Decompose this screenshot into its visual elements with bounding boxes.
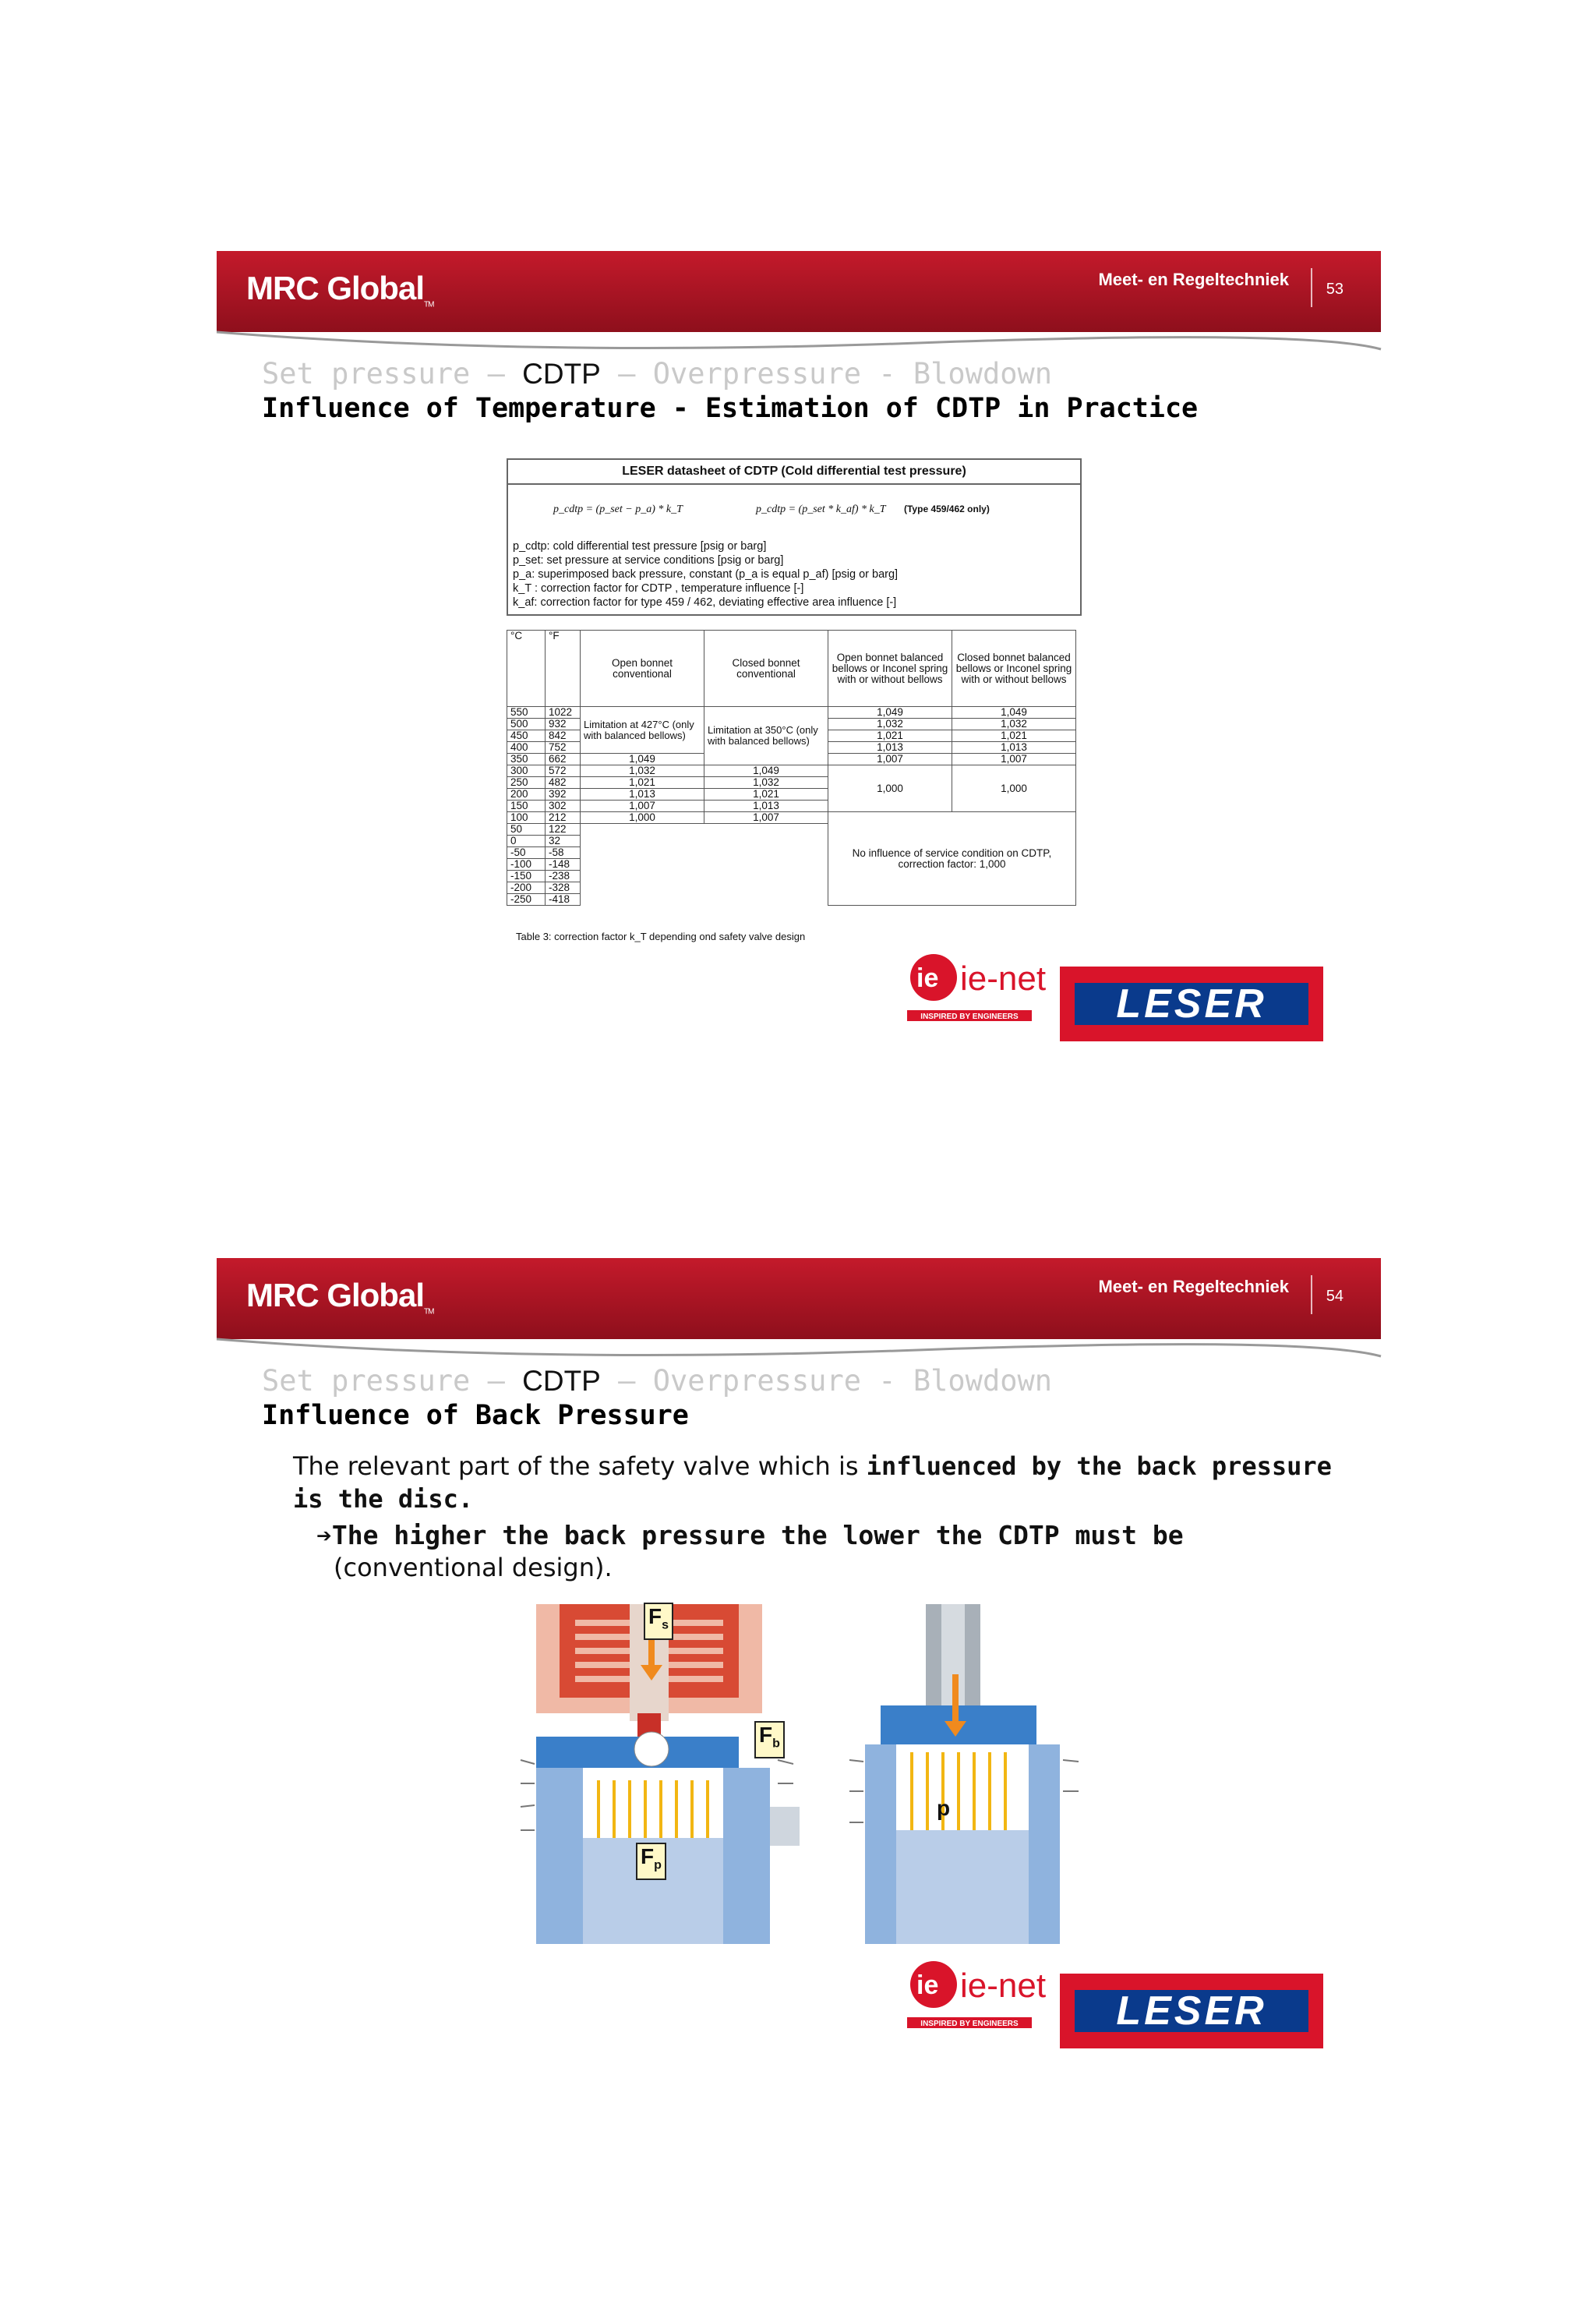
- cell-value: 1,049: [828, 707, 952, 719]
- cell-value: 1,021: [581, 777, 704, 789]
- formula-standard: p_cdtp = (p_set − p_a) * k_T: [553, 504, 683, 515]
- cell-f: -238: [546, 871, 581, 882]
- slide-54: [217, 1258, 1381, 2061]
- department-label: Meet- en Regeltechniek: [1098, 1277, 1289, 1296]
- datasheet-title: LESER datasheet of CDTP (Cold differential test pressure): [508, 460, 1080, 485]
- cell-value: 1,013: [581, 789, 704, 801]
- breadcrumb-overpressure: Overpressure: [652, 1364, 862, 1398]
- breadcrumb: [262, 1364, 1052, 1398]
- cell-f: 752: [546, 742, 581, 754]
- body-text-bold: influenced by the back pressure is the disc.: [293, 1451, 1332, 1514]
- definition-item: p_a: superimposed back pressure, constant (p_a is equal p_af) [psig or barg]: [513, 568, 899, 581]
- cdtp-datasheet: [507, 458, 1082, 616]
- svg-text:ie-net: ie-net: [960, 1967, 1047, 2005]
- force-pressure-label: $F_p$: [636, 1843, 666, 1880]
- breadcrumb-sep: –: [470, 357, 523, 391]
- cell-value: 1,013: [828, 742, 952, 754]
- cell-c: -150: [507, 871, 546, 882]
- cell-f: 932: [546, 719, 581, 730]
- cell-value: 1,000: [828, 765, 952, 812]
- definition-item: k_T : correction factor for CDTP , temperature influence [-]: [513, 582, 804, 595]
- body-text-plain: The relevant part of the safety valve which is: [293, 1451, 867, 1481]
- header-divider: [1311, 268, 1312, 307]
- valve-illustration: [521, 1604, 800, 1944]
- cell-value: 1,032: [704, 777, 828, 789]
- cell-value: 1,049: [581, 754, 704, 765]
- leser-logo-text: LESER: [1116, 1988, 1267, 2034]
- col-open-conventional: Open bonnet conventional: [581, 631, 704, 707]
- cell-f: 482: [546, 777, 581, 789]
- leser-logo: [1060, 967, 1323, 1041]
- slide-header: [217, 1258, 1381, 1339]
- cell-f: 392: [546, 789, 581, 801]
- page-number: 54: [1326, 1288, 1344, 1305]
- ienet-logo-icon: [904, 951, 1047, 1029]
- cell-f: 122: [546, 824, 581, 836]
- cell-c: 0: [507, 836, 546, 847]
- cell-open-conv-limit: Limitation at 427°C (only with balanced bellows): [581, 707, 704, 754]
- svg-text:ie: ie: [916, 963, 939, 993]
- cell-c: -50: [507, 847, 546, 859]
- ienet-logo-icon: [904, 1958, 1047, 2036]
- header-swoosh: [217, 326, 1381, 357]
- cell-c: 50: [507, 824, 546, 836]
- cell-value: 1,007: [581, 801, 704, 812]
- cell-value: 1,032: [828, 719, 952, 730]
- header-divider: [1311, 1275, 1312, 1314]
- breadcrumb-sep: –: [600, 357, 653, 391]
- cell-f: 32: [546, 836, 581, 847]
- breadcrumb-blowdown: Blowdown: [913, 1364, 1053, 1398]
- cell-c: 450: [507, 730, 546, 742]
- cell-f: -58: [546, 847, 581, 859]
- force-back-pressure-label: $F_b$: [754, 1721, 785, 1758]
- valve-test-illustration: [849, 1604, 1079, 1944]
- breadcrumb-overpressure: Overpressure: [652, 357, 862, 391]
- breadcrumb-sep: –: [600, 1364, 653, 1398]
- cell-f: 572: [546, 765, 581, 777]
- table-row: [507, 765, 1076, 777]
- page-number: 53: [1326, 281, 1344, 298]
- definition-item: k_af: correction factor for type 459 / 462, deviating effective area influence [-]: [513, 596, 897, 609]
- leser-logo: [1060, 1974, 1323, 2048]
- leser-logo-inner: [1075, 1990, 1308, 2032]
- cell-value: 1,000: [952, 765, 1076, 812]
- conclusion-line: ➔The higher the back pressure the lower the CDTP must be: [316, 1520, 1184, 1550]
- breadcrumb-sep: -: [861, 357, 913, 391]
- breadcrumb-set-pressure: Set pressure: [262, 357, 471, 391]
- slide-subtitle: Influence of Back Pressure: [262, 1400, 689, 1431]
- cell-c: 550: [507, 707, 546, 719]
- table-row: [507, 812, 1076, 824]
- mrc-global-logo: MRC Global$_{TM}$: [246, 270, 434, 309]
- cell-c: 400: [507, 742, 546, 754]
- breadcrumb-blowdown: Blowdown: [913, 357, 1053, 391]
- cell-c: 200: [507, 789, 546, 801]
- breadcrumb-cdtp: CDTP: [522, 358, 601, 390]
- ienet-logo: [904, 1958, 1047, 2036]
- body-paragraph: [293, 1450, 1337, 1515]
- cell-c: 300: [507, 765, 546, 777]
- valve-diagram-conventional: [521, 1604, 800, 1944]
- definition-item: p_set: set pressure at service conditions [psig or barg]: [513, 554, 784, 567]
- table-caption: Table 3: correction factor k_T depending ond safety valve design: [516, 931, 806, 942]
- formula-type-459: p_cdtp = (p_set * k_af) * k_T: [756, 504, 886, 515]
- breadcrumb-set-pressure: Set pressure: [262, 1364, 471, 1398]
- cell-c: 100: [507, 812, 546, 824]
- conclusion-note: (conventional design).: [334, 1553, 613, 1582]
- valve-diagram-test: [849, 1604, 1079, 1944]
- cell-value: 1,013: [952, 742, 1076, 754]
- cell-value: 1,013: [704, 801, 828, 812]
- cell-empty: [581, 824, 828, 906]
- cell-value: 1,021: [952, 730, 1076, 742]
- cell-c: 500: [507, 719, 546, 730]
- breadcrumb-cdtp: CDTP: [522, 1365, 601, 1397]
- cell-value: 1,007: [952, 754, 1076, 765]
- breadcrumb-sep: –: [470, 1364, 523, 1398]
- cell-f: 212: [546, 812, 581, 824]
- cell-value: 1,021: [828, 730, 952, 742]
- cell-c: 350: [507, 754, 546, 765]
- slide-53: [217, 251, 1381, 1054]
- svg-text:INSPIRED BY ENGINEERS: INSPIRED BY ENGINEERS: [920, 1013, 1019, 1021]
- ienet-logo: [904, 951, 1047, 1029]
- cell-f: -148: [546, 859, 581, 871]
- leser-logo-inner: [1075, 983, 1308, 1025]
- cell-c: -200: [507, 882, 546, 894]
- department-label: Meet- en Regeltechniek: [1098, 270, 1289, 289]
- cell-f: 1022: [546, 707, 581, 719]
- cell-c: -100: [507, 859, 546, 871]
- svg-text:ie-net: ie-net: [960, 960, 1047, 998]
- cell-value: 1,049: [952, 707, 1076, 719]
- slide-subtitle: Influence of Temperature - Estimation of CDTP in Practice: [262, 393, 1199, 424]
- col-fahrenheit: °F: [546, 631, 581, 707]
- cell-f: 302: [546, 801, 581, 812]
- breadcrumb: [262, 357, 1052, 391]
- cell-value: 1,032: [581, 765, 704, 777]
- cell-f: 842: [546, 730, 581, 742]
- table-header-row: [507, 631, 1076, 707]
- definition-item: p_cdtp: cold differential test pressure [psig or barg]: [513, 540, 767, 553]
- correction-factor-table: [507, 630, 1076, 906]
- cell-value: 1,007: [704, 812, 828, 824]
- cell-f: -328: [546, 882, 581, 894]
- cell-value: 1,007: [828, 754, 952, 765]
- pressure-label: p: [937, 1796, 951, 1820]
- formula-type-note: (Type 459/462 only): [904, 504, 990, 514]
- cell-value: 1,049: [704, 765, 828, 777]
- leser-logo-text: LESER: [1116, 981, 1267, 1027]
- cell-c: -250: [507, 894, 546, 906]
- col-celsius: °C: [507, 631, 546, 707]
- cell-value: 1,000: [581, 812, 704, 824]
- cell-c: 250: [507, 777, 546, 789]
- col-closed-conventional: Closed bonnet conventional: [704, 631, 828, 707]
- cell-f: 662: [546, 754, 581, 765]
- col-open-balanced: Open bonnet balanced bellows or Inconel spring with or without bellows: [828, 631, 952, 707]
- header-swoosh: [217, 1333, 1381, 1364]
- mrc-global-logo: MRC Global$_{TM}$: [246, 1277, 434, 1317]
- table-row: [507, 707, 1076, 719]
- cell-value: 1,021: [704, 789, 828, 801]
- breadcrumb-sep: -: [861, 1364, 913, 1398]
- cell-no-influence: No influence of service condition on CDTP, correction factor: 1,000: [828, 812, 1076, 906]
- svg-text:ie: ie: [916, 1970, 939, 2000]
- cell-value: 1,032: [952, 719, 1076, 730]
- cell-f: -418: [546, 894, 581, 906]
- slide-header: [217, 251, 1381, 332]
- cell-closed-conv-limit: Limitation at 350°C (only with balanced bellows): [704, 707, 828, 765]
- col-closed-balanced: Closed bonnet balanced bellows or Inconel spring with or without bellows: [952, 631, 1076, 707]
- force-spring-label: $F_s$: [644, 1603, 673, 1640]
- datasheet-definitions: [513, 539, 898, 610]
- cell-c: 150: [507, 801, 546, 812]
- svg-text:INSPIRED BY ENGINEERS: INSPIRED BY ENGINEERS: [920, 2020, 1019, 2028]
